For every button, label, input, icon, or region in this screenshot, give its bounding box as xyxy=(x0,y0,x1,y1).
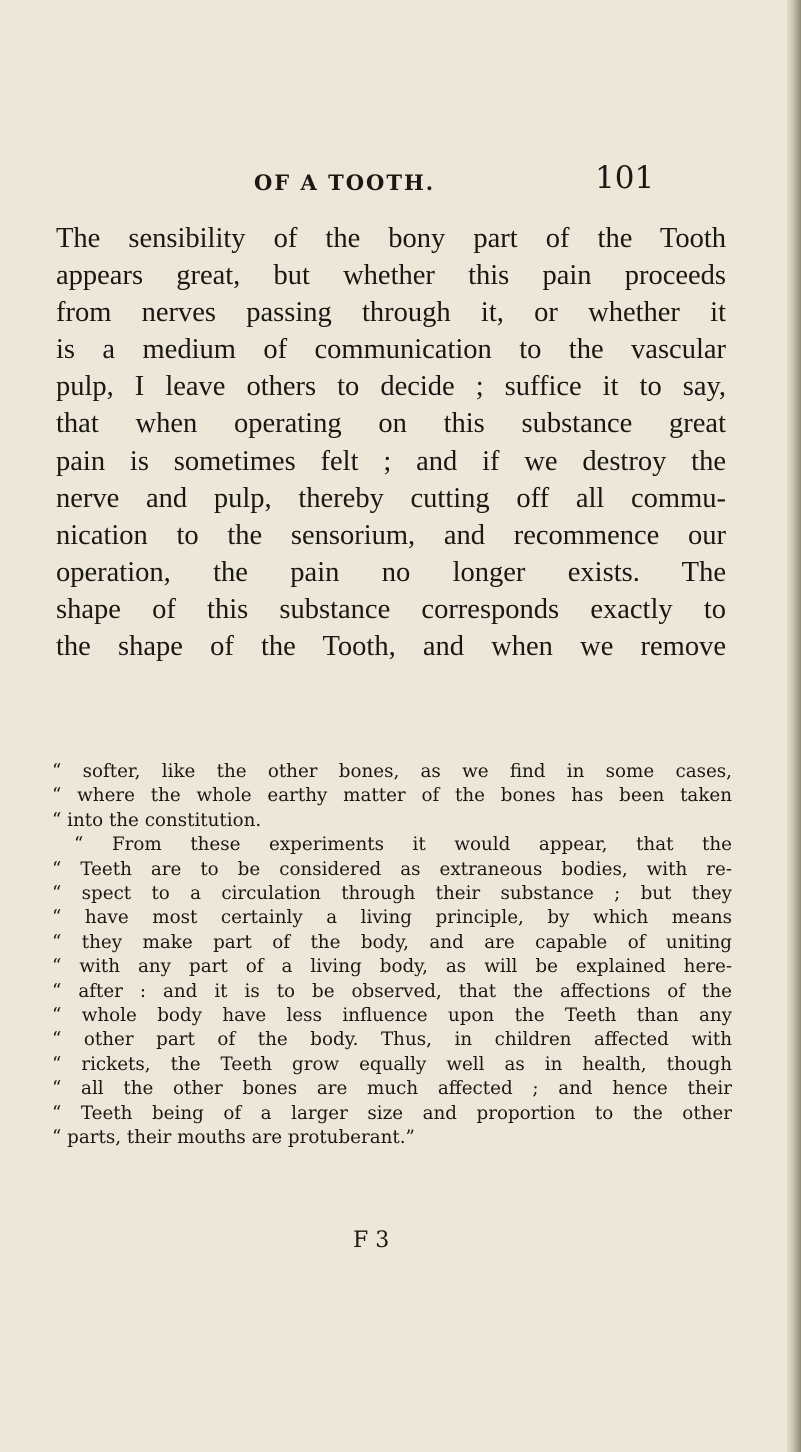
body-line: nication to the sensorium, and recommence our xyxy=(56,519,726,551)
footnote-line: “ where the whole earthy matter of the bones has been taken xyxy=(52,785,732,807)
page-number: 101 xyxy=(595,160,655,196)
page-edge-shadow xyxy=(787,0,801,1452)
signature-mark: F 3 xyxy=(353,1228,390,1253)
body-line: operation, the pain no longer exists. The xyxy=(56,556,726,588)
footnote-line: “ parts, their mouths are protuberant.” xyxy=(52,1127,415,1149)
body-line: from nerves passing through it, or whether it xyxy=(56,297,726,329)
footnote-line: “ into the constitution. xyxy=(52,809,262,831)
footnote-line: “ Teeth are to be considered as extraneous bodies, with re- xyxy=(52,858,732,880)
footnote-line: “ have most certainly a living principle, by which means xyxy=(52,907,732,929)
footnote-line: “ with any part of a living body, as will be explained here- xyxy=(52,956,732,978)
footnote-line: “ spect to a circulation through their substance ; but they xyxy=(52,883,732,905)
running-head xyxy=(100,162,725,202)
footnote-line: “ after : and it is to be observed, that the affections of the xyxy=(52,980,732,1002)
footnote-line: “ all the other bones are much affected ; and hence their xyxy=(52,1078,732,1100)
footnote-line: “ softer, like the other bones, as we find in some cases, xyxy=(52,761,732,782)
body-line: shape of this substance corresponds exactly to xyxy=(56,593,726,625)
body-line: is a medium of communication to the vascular xyxy=(56,334,726,366)
footnote xyxy=(52,760,732,1151)
footnote-line: “ From these experiments it would appear, that the xyxy=(74,834,732,856)
body-line: pulp, I leave others to decide ; suffice it to say, xyxy=(56,371,726,403)
body-line: appears great, but whether this pain proceeds xyxy=(56,260,726,292)
footnote-line: “ other part of the body. Thus, in children affected with xyxy=(52,1029,732,1051)
body-line: that when operating on this substance great xyxy=(56,408,726,440)
footnote-line: “ Teeth being of a larger size and proportion to the other xyxy=(52,1102,732,1124)
body-line: the shape of the Tooth, and when we remove xyxy=(56,631,726,663)
body-line: The sensibility of the bony part of the Tooth xyxy=(56,223,726,254)
footnote-line: “ they make part of the body, and are capable of uniting xyxy=(52,931,732,953)
running-title: OF A TOOTH. xyxy=(254,170,436,195)
body-line: nerve and pulp, thereby cutting off all commu- xyxy=(56,482,726,514)
footnote-line: “ whole body have less influence upon the Teeth than any xyxy=(52,1005,732,1027)
body-text xyxy=(56,220,726,665)
body-line: pain is sometimes felt ; and if we destroy the xyxy=(56,445,726,477)
footnote-line: “ rickets, the Teeth grow equally well as in health, though xyxy=(52,1053,732,1075)
